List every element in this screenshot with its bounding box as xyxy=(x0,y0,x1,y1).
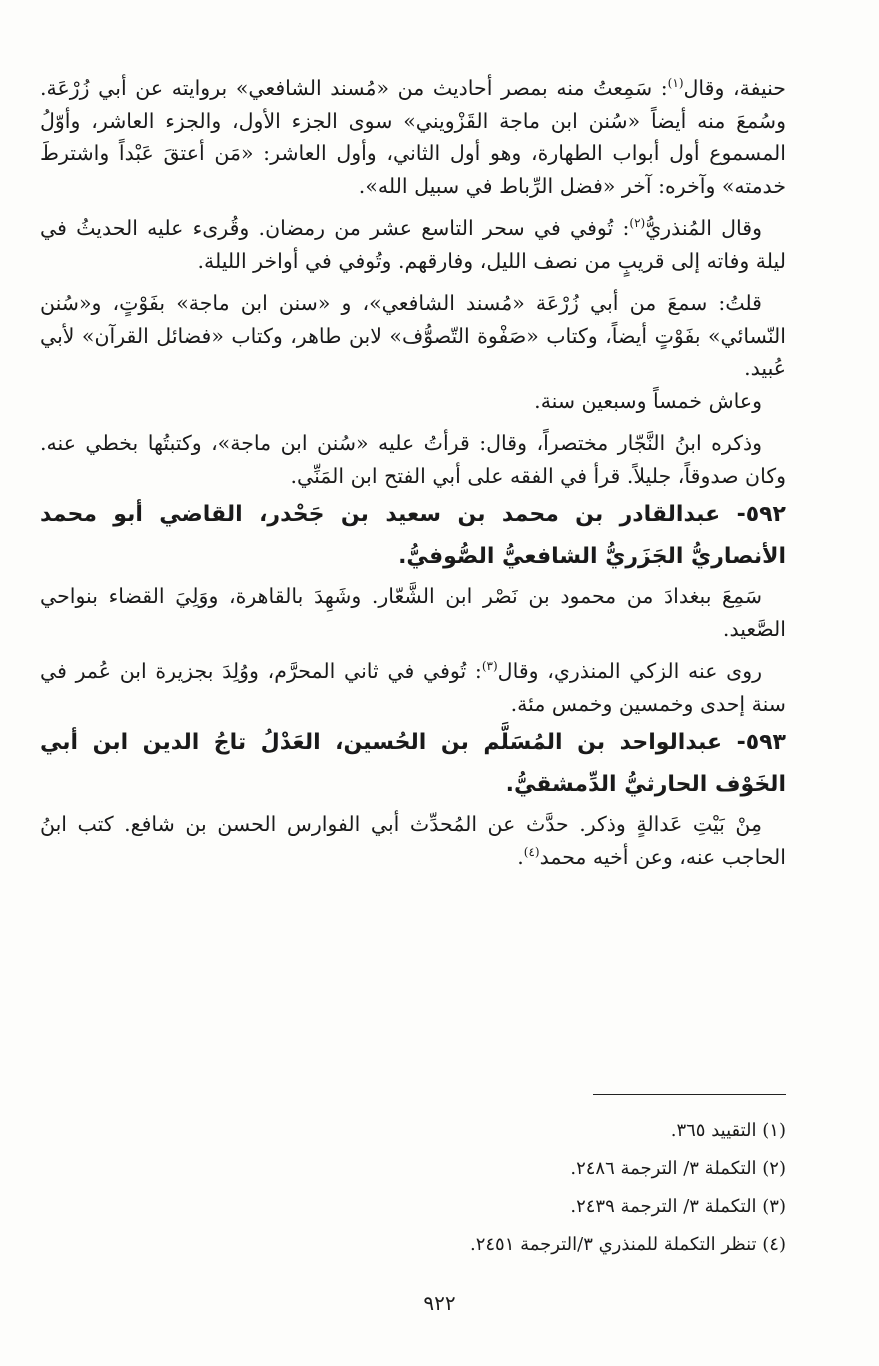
paragraph-1 xyxy=(40,72,786,202)
paragraph-4: وعاش خمساً وسبعين سنة. xyxy=(534,388,762,413)
text-run: حنيفة، وقال xyxy=(683,76,786,100)
text-run: . xyxy=(517,844,524,869)
paragraph-6: سَمِعَ ببغدادَ من محمود بن نَصْر ابن الشَّعّار. وشَهِدَ بالقاهرة، ووَلِيَ القضاء بنواحي الصَّعيد. xyxy=(40,584,786,641)
footnote-4: (٤) تنظر التكملة للمنذري ٣/الترجمة ٢٤٥١. xyxy=(469,1234,786,1255)
text-run: مِنْ بَيْتِ عَدالةٍ وذكر. حدَّث عن المُحدِّث أبي الفوارس الحسن بن شافع. كتب ابنُ الحاجب عنه، وعن أخيه محمد xyxy=(40,812,786,869)
footnote-3: (٣) التكملة ٣/ الترجمة ٢٤٣٩. xyxy=(570,1196,786,1217)
paragraph-5: وذكره ابنُ النَّجّار مختصراً، وقال: قرأتُ عليه «سُنن ابن ماجة»، وكتبتُها بخطي عنه. وكان صدوقاً، جليلاً. قرأ في الفقه على أبي الفتح ابن المَنِّي. xyxy=(40,431,786,488)
paragraph-3: قلتُ: سمعَ من أبي زُرْعَة «مُسند الشافعي»، و «سنن ابن ماجة» بفَوْتٍ، و«سُنن النّسائي» بفَوْتٍ أيضاً، وكتاب «صَفْوة التّصوُّف» لابن طاهر، وكتاب «فضائل القرآن» لأبي عُبيد. xyxy=(40,291,786,380)
main-text xyxy=(40,72,786,873)
footnote-1: (١) التقييد ٣٦٥. xyxy=(670,1120,786,1141)
entry-heading-592: ٥٩٢- عبدالقادر بن محمد بن سعيد بن جَحْدر، القاضي أبو محمد الأنصاريُّ الجَزَريُّ الشافعيُّ الصُّوفيُّ. xyxy=(40,502,786,569)
footnote-ref-3[interactable]: (٣) xyxy=(481,659,498,674)
footnote-ref-4[interactable]: (٤) xyxy=(523,844,540,859)
footnote-ref-1[interactable]: (١) xyxy=(667,76,684,91)
text-run: وقال المُنذريُّ xyxy=(645,216,762,240)
paragraph-8 xyxy=(40,808,786,873)
footnote-2: (٢) التكملة ٣/ الترجمة ٢٤٨٦. xyxy=(570,1158,786,1179)
paragraph-7 xyxy=(40,655,786,720)
text-run: : سَمِعتُ منه بمصر أحاديث من «مُسند الشافعي» بروايته عن أبي زُرْعَة. وسُمعَ منه أيضاً «سُنن ابن ماجة القَزْويني» سوى الجزء الأول، والجزء العاشر، وأوّلُ المسموع أول أبواب الطهارة، وهو أول الثاني، وأول العاشر: «مَن أعتقَ عَبْداً واشترطَ خدمته» وآخره: آخر «فضل الرِّباط في سبيل الله». xyxy=(40,76,786,198)
footnotes xyxy=(86,1112,786,1264)
footnote-ref-2[interactable]: (٢) xyxy=(629,216,646,231)
text-run: : تُوفي في ثاني المحرَّم، ووُلِدَ بجزيرة ابن عُمر في سنة إحدى وخمسين وخمس مئة. xyxy=(40,659,786,716)
text-run: : تُوفي في سحر التاسع عشر من رمضان. وقُرىء عليه الحديثُ في ليلة وفاته إلى قريبٍ من نصف الليل، وفارقهم. وتُوفي في أواخر الليلة. xyxy=(40,216,786,273)
text-run: روى عنه الزكي المنذري، وقال xyxy=(497,659,762,683)
paragraph-2 xyxy=(40,212,786,277)
page-number: ٩٢٢ xyxy=(423,1291,456,1315)
footnote-divider xyxy=(593,1094,786,1095)
entry-heading-593: ٥٩٣- عبدالواحد بن المُسَلَّم بن الحُسين، العَدْلُ تاجُ الدين ابن أبي الخَوْف الحارثيُّ الدِّمشقيُّ. xyxy=(40,730,786,797)
